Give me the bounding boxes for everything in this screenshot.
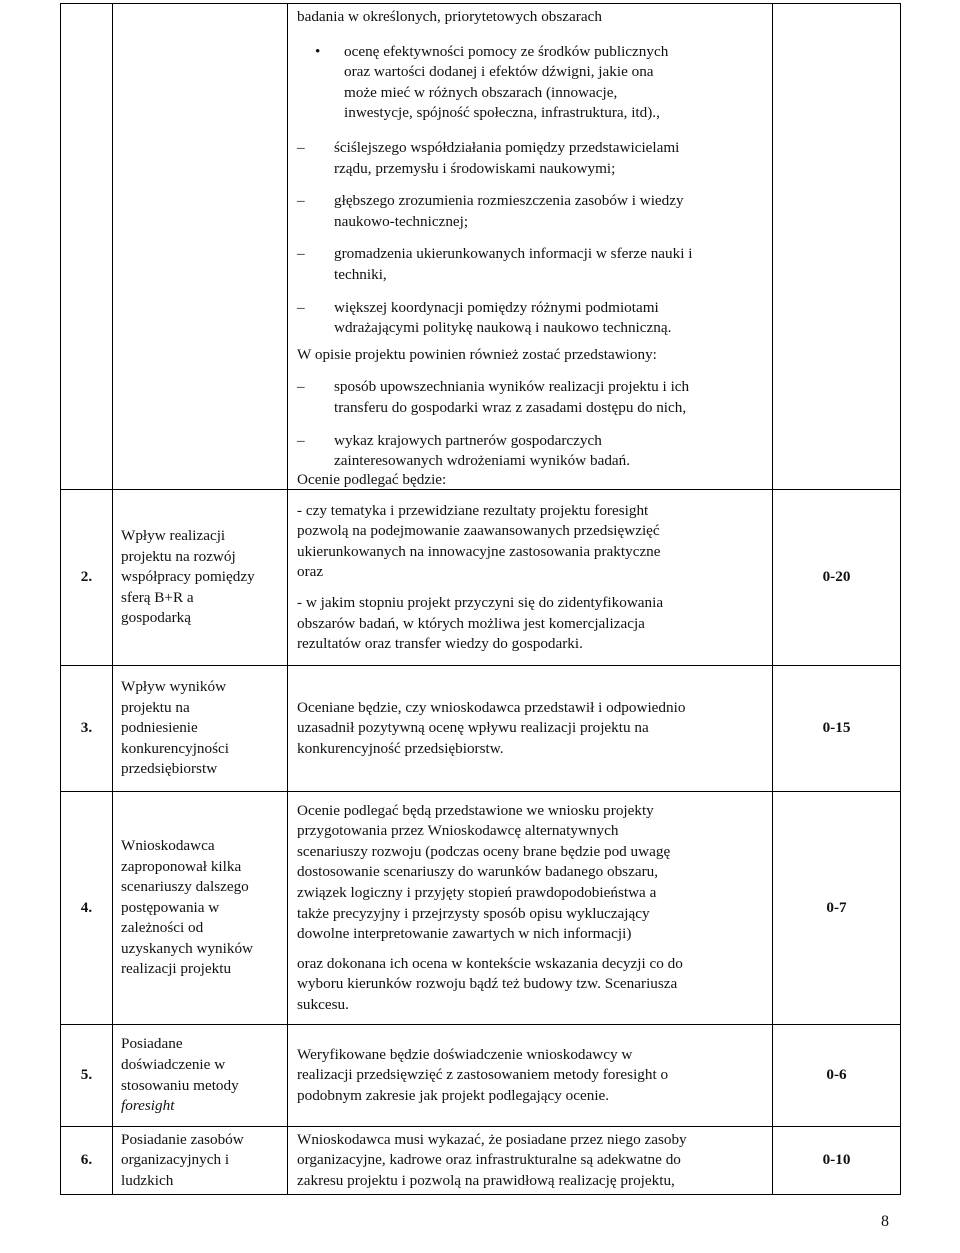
desc-paragraph: Ocenie podlegać będą przedstawione we wniosku projekty przygotowania przez Wnioskodawcę alternatywnych scenariuszy rozwoju (podczas oceny brane będzie pod uwagę dostosowanie scenariuszy do warunków badanego obszaru, związek logiczny i przyjęty stopień prawdopodobieństwa a także precyzyjny i przejrzysty sposób opisu wykluczający dowolne interpretowanie zawartych w nich informacji) [297,801,671,943]
table-row [61,792,901,1025]
criteria-table [60,3,901,1195]
dash-icon: – [297,431,305,449]
bullet-item: • ocenę efektywności pomocy ze środków publicznych oraz wartości dodanej i efektów dźwigni, jakie ona może mieć w różnych obszarach (innowacje, inwestycje, spójność społeczna, infrastruktura, itd)., [315,42,669,122]
criterion-name: Posiadanie zasobów organizacyjnych i ludzkich [113,1127,288,1195]
row-number: 2. [61,490,113,666]
row-number: 4. [61,792,113,1025]
criterion-description: Wnioskodawca musi wykazać, że posiadane przez niego zasoby organizacyjne, kadrowe oraz infrastrukturalne są adekwatne do zakresu projektu i pozwolą na prawidłową realizację projektu, [288,1127,773,1195]
criterion-name: Wpływ wyników projektu na podniesienie konkurencyjności przedsiębiorstw [113,666,288,792]
desc-paragraph: - w jakim stopniu projekt przyczyni się do zidentyfikowania obszarów badań, w których możliwa jest komercjalizacja rezultatów oraz transfer wiedzy do gospodarki. [297,593,664,653]
continuation-row [61,4,901,490]
table-row [61,490,901,666]
intro-line: W opisie projektu powinien również zostać przedstawiony: [297,345,657,363]
continuation-description [288,4,773,490]
criterion-description [288,792,773,1025]
score-range: 0-7 [773,792,901,1025]
dash-list-item: – głębszego zrozumienia rozmieszczenia zasobów i wiedzy naukowo-technicznej; [297,192,684,230]
dash-list-item: – ściślejszego współdziałania pomiędzy przedstawicielami rządu, przemysłu i środowiskami naukowymi; [297,138,680,177]
criterion-name: Posiadane doświadczenie w stosowaniu metody foresight [113,1025,288,1127]
continuation-top-line: badania w określonych, priorytetowych obszarach [297,8,602,25]
criterion-description: Weryfikowane będzie doświadczenie wnioskodawcy w realizacji przedsięwzięć z zastosowaniem metody foresight o podobnym zakresie jak projekt podlegający ocenie. [288,1025,773,1127]
desc-paragraph: oraz dokonana ich ocena w kontekście wskazania decyzji co do wyboru kierunków rozwoju bądź też budowy tzw. Scenariusza sukcesu. [297,954,683,1013]
row-number: 3. [61,666,113,792]
criterion-name: Wpływ realizacji projektu na rozwój współpracy pomiędzy sferą B+R a gospodarką [113,490,288,666]
desc-paragraph: - czy tematyka i przewidziane rezultaty projektu foresight pozwolą na podejmowanie zaawansowanych przedsięwzięć ukierunkowanych na innowacyjne zastosowania praktyczne oraz [297,501,661,581]
row-number: 6. [61,1127,113,1195]
desc-lead: Ocenie podlegać będzie: [297,471,447,488]
page-number: 8 [881,1213,889,1230]
score-range: 0-20 [773,490,901,666]
dash-icon: – [297,298,305,316]
score-range: 0-15 [773,666,901,792]
dash-icon: – [297,245,305,263]
table-row [61,666,901,792]
criterion-name: Wnioskodawca zaproponował kilka scenariuszy dalszego postępowania w zależności od uzyskanych wyników realizacji projektu [113,792,288,1025]
table-row [61,1127,901,1195]
dash-icon: – [297,138,305,156]
dash-icon: – [297,192,305,210]
score-range: 0-6 [773,1025,901,1127]
dash-icon: – [297,378,305,396]
row-number: 5. [61,1025,113,1127]
dash-list-item: – gromadzenia ukierunkowanych informacji w sferze nauki i techniki, [297,245,693,283]
dash-list-item: – większej koordynacji pomiędzy różnymi podmiotami wdrażającymi politykę naukową i naukowo techniczną. [297,298,672,337]
dash-list-item: – sposób upowszechniania wyników realizacji projektu i ich transferu do gospodarki wraz z zasadami dostępu do nich, [297,378,690,416]
criterion-description [288,471,773,666]
table-row [61,1025,901,1127]
score-range: 0-10 [773,1127,901,1195]
dash-list-item: – wykaz krajowych partnerów gospodarczych zainteresowanych wdrożeniami wyników badań. [297,431,631,470]
bullet-icon: • [315,42,321,60]
criterion-description: Oceniane będzie, czy wnioskodawca przedstawił i odpowiednio uzasadnił pozytywną ocenę wpływu realizacji projektu na konkurencyjność przedsiębiorstw. [288,666,773,792]
